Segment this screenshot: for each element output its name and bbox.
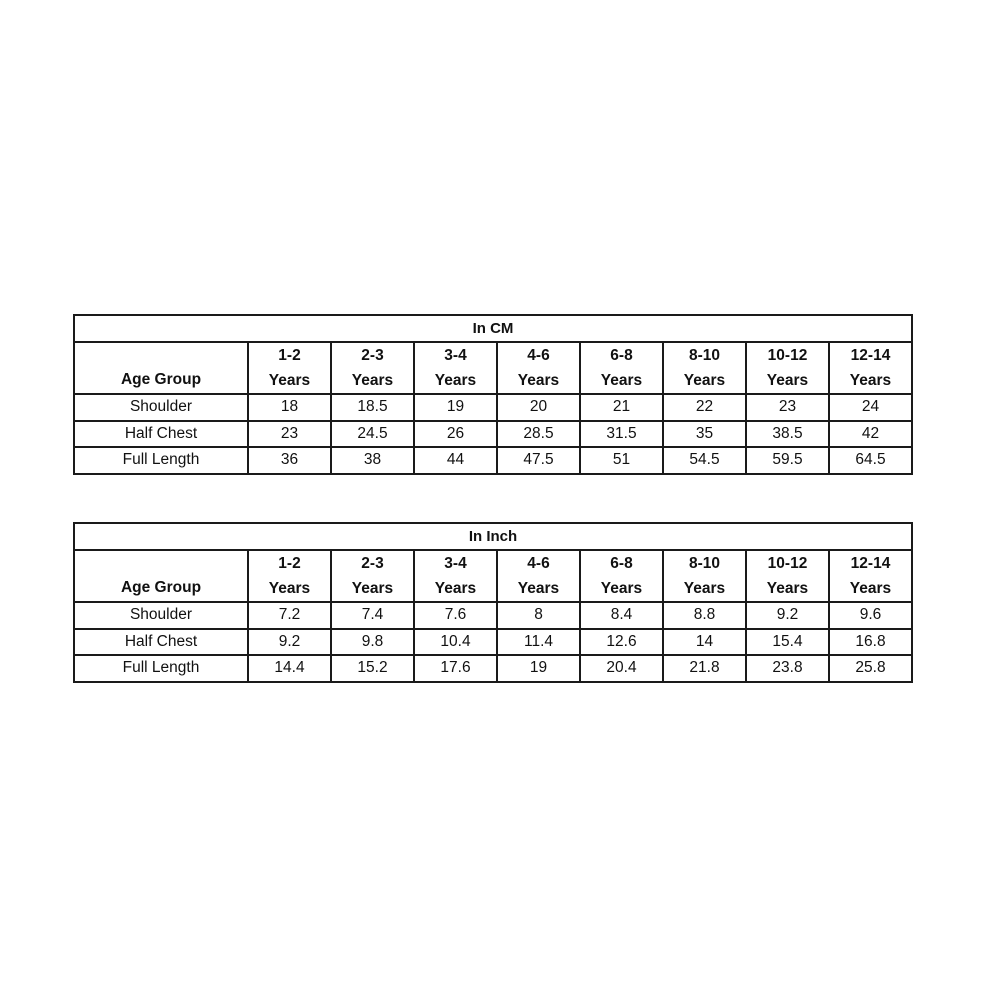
table-cell: 19: [414, 394, 497, 421]
table-row: [74, 655, 912, 682]
row-label: Full Length: [74, 655, 248, 682]
table-row: [74, 421, 912, 448]
table-cell: 8.8: [663, 602, 746, 629]
table-cell: 8.4: [580, 602, 663, 629]
table-cell: 36: [248, 447, 331, 474]
table-cell: 31.5: [580, 421, 663, 448]
table-cell: 28.5: [497, 421, 580, 448]
table-cell: 9.8: [331, 629, 414, 656]
table-cell: 14: [663, 629, 746, 656]
column-header: 1-2 Years: [248, 342, 331, 394]
table-cell: 12.6: [580, 629, 663, 656]
column-header: 6-8 Years: [580, 342, 663, 394]
row-label: Half Chest: [74, 421, 248, 448]
column-header: 6-8 Years: [580, 550, 663, 602]
table-cell: 8: [497, 602, 580, 629]
row-label: Full Length: [74, 447, 248, 474]
table-cell: 38: [331, 447, 414, 474]
column-header: 8-10 Years: [663, 550, 746, 602]
table-cell: 23: [248, 421, 331, 448]
table-cell: 35: [663, 421, 746, 448]
table-cell: 64.5: [829, 447, 912, 474]
table-cell: 22: [663, 394, 746, 421]
age-group-header: Age Group: [74, 342, 248, 394]
table-cell: 11.4: [497, 629, 580, 656]
table-cell: 23: [746, 394, 829, 421]
table-cell: 21.8: [663, 655, 746, 682]
table-cell: 44: [414, 447, 497, 474]
table-row: [74, 629, 912, 656]
table-cell: 7.4: [331, 602, 414, 629]
table-row: [74, 602, 912, 629]
row-label: Shoulder: [74, 602, 248, 629]
table-row: [74, 394, 912, 421]
column-header: 10-12 Years: [746, 342, 829, 394]
table-cell: 15.4: [746, 629, 829, 656]
table-cell: 47.5: [497, 447, 580, 474]
table-title: In CM: [74, 315, 912, 342]
column-header: 12-14 Years: [829, 550, 912, 602]
table-cell: 26: [414, 421, 497, 448]
table-cell: 17.6: [414, 655, 497, 682]
table-cell: 20: [497, 394, 580, 421]
table-cell: 24: [829, 394, 912, 421]
table-cell: 9.6: [829, 602, 912, 629]
column-header: 4-6 Years: [497, 342, 580, 394]
column-header: 8-10 Years: [663, 342, 746, 394]
table-cell: 54.5: [663, 447, 746, 474]
table-cell: 15.2: [331, 655, 414, 682]
table-cell: 9.2: [248, 629, 331, 656]
table-cell: 9.2: [746, 602, 829, 629]
table-cell: 51: [580, 447, 663, 474]
row-label: Half Chest: [74, 629, 248, 656]
column-header: 3-4 Years: [414, 342, 497, 394]
table-cell: 24.5: [331, 421, 414, 448]
table-cell: 42: [829, 421, 912, 448]
size-chart-cm-table: [73, 314, 913, 475]
table-cell: 18.5: [331, 394, 414, 421]
row-label: Shoulder: [74, 394, 248, 421]
column-header: 12-14 Years: [829, 342, 912, 394]
table-cell: 18: [248, 394, 331, 421]
table-cell: 7.6: [414, 602, 497, 629]
table-cell: 16.8: [829, 629, 912, 656]
table-cell: 23.8: [746, 655, 829, 682]
column-header: 3-4 Years: [414, 550, 497, 602]
table-cell: 38.5: [746, 421, 829, 448]
size-chart-inch-table: [73, 522, 913, 683]
table-cell: 59.5: [746, 447, 829, 474]
column-header: 2-3 Years: [331, 550, 414, 602]
column-header: 4-6 Years: [497, 550, 580, 602]
table-cell: 20.4: [580, 655, 663, 682]
table-cell: 7.2: [248, 602, 331, 629]
table-cell: 21: [580, 394, 663, 421]
table-cell: 25.8: [829, 655, 912, 682]
table-row: [74, 447, 912, 474]
table-cell: 10.4: [414, 629, 497, 656]
age-group-header: Age Group: [74, 550, 248, 602]
table-cell: 19: [497, 655, 580, 682]
column-header: 2-3 Years: [331, 342, 414, 394]
table-title: In Inch: [74, 523, 912, 550]
table-cell: 14.4: [248, 655, 331, 682]
column-header: 10-12 Years: [746, 550, 829, 602]
column-header: 1-2 Years: [248, 550, 331, 602]
